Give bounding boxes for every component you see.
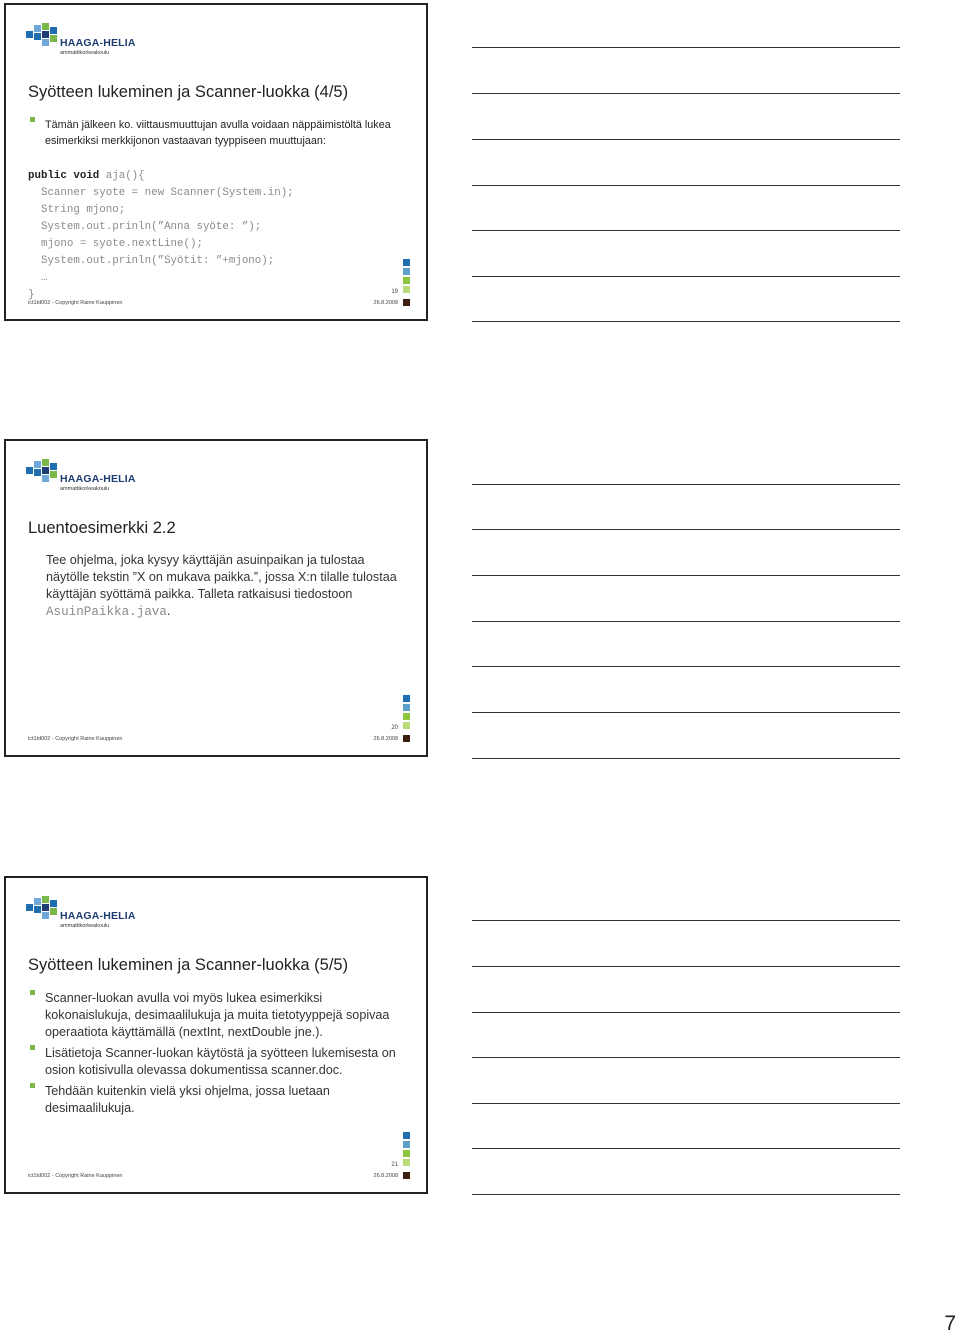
bullet-item (28, 1083, 402, 1117)
note-line (472, 666, 900, 667)
square-icon (403, 1150, 410, 1157)
note-line (472, 621, 900, 622)
note-line (472, 529, 900, 530)
square-icon (403, 713, 410, 720)
square-icon (403, 1132, 410, 1139)
square-icon (403, 1141, 410, 1148)
logo-subtitle: ammattikorkeakoulu (60, 486, 110, 492)
note-line (472, 1148, 900, 1149)
code-block (28, 151, 402, 304)
logo-subtitle: ammattikorkeakoulu (60, 923, 110, 929)
square-icon (403, 695, 410, 702)
footer-date: 26.8.2008 (373, 736, 398, 742)
bullet-item (28, 990, 402, 1041)
slide-title: Syötteen lukeminen ja Scanner-luokka (5/5) (28, 956, 349, 974)
code-keyword: public void (28, 170, 100, 182)
bullet-text: Tämän jälkeen ko. viittausmuuttujan avulla voidaan näppäimistöltä lukea esimerkiksi merkkijonon vastaavan tyyppiseen muuttujaan: (45, 119, 391, 147)
slide-20 (4, 439, 428, 757)
note-line (472, 276, 900, 277)
square-icon (403, 299, 410, 306)
bullet-item (28, 117, 402, 149)
code-line-7: … (28, 272, 48, 284)
slide-19 (4, 3, 428, 321)
note-line (472, 139, 900, 140)
square-icon (403, 1159, 410, 1166)
square-icon (403, 286, 410, 293)
logo-name: HAAGA-HELIA (60, 37, 136, 49)
logo (26, 459, 136, 495)
body-text: Tee ohjelma, joka kysyy käyttäjän asuinpaikan ja tulostaa näytölle tekstin ”X on mukava paikka.”, jossa X:n tilalle tulostaa käyttäjän syöttämä paikka. Talleta ratkaisusi tiedostoon (46, 553, 397, 601)
color-squares (403, 259, 410, 309)
logo (26, 896, 136, 932)
color-squares (403, 695, 410, 745)
slide-body (28, 990, 402, 1117)
code-line-8: } (28, 289, 35, 301)
logo-name: HAAGA-HELIA (60, 473, 136, 485)
slide-title: Syötteen lukeminen ja Scanner-luokka (4/5) (28, 83, 349, 101)
code-line-6: System.out.prinln(”Syötit: ”+mjono); (28, 255, 275, 267)
code-text: aja(){ (99, 170, 145, 182)
square-icon (403, 735, 410, 742)
slide-number: 21 (391, 1162, 398, 1168)
bullet-item (28, 1045, 402, 1079)
footer-copyright: ict1td002 - Copyright Raine Kauppinen (28, 300, 123, 306)
haaga-helia-logo-mark-icon (26, 459, 62, 485)
note-line (472, 575, 900, 576)
note-line (472, 712, 900, 713)
bullet-text: Lisätietoja Scanner-luokan käytöstä ja syötteen lukemisesta on osion kotisivulla olevassa dokumentissa scanner.doc. (45, 1046, 396, 1077)
code-line-2: Scanner syote = new Scanner(System.in); (28, 187, 294, 199)
logo (26, 23, 136, 59)
note-line (472, 1103, 900, 1104)
note-line (472, 230, 900, 231)
bullet-text: Scanner-luokan avulla voi myös lukea esimerkiksi kokonaislukuja, desimaalilukuja ja muita tietotyyppejä sopivaa operaatiota käyttämällä (nextInt, nextDouble jne.). (45, 991, 390, 1039)
footer-date: 26.8.2008 (373, 1173, 398, 1179)
slide-number: 20 (391, 725, 398, 731)
note-line (472, 93, 900, 94)
color-squares (403, 1132, 410, 1182)
page-number: 7 (944, 1312, 956, 1335)
note-line (472, 1057, 900, 1058)
body-code: AsuinPaikka.java (46, 605, 167, 619)
note-line (472, 920, 900, 921)
slide-21 (4, 876, 428, 1194)
slide-body (46, 552, 402, 621)
note-line (472, 1012, 900, 1013)
code-line-4: System.out.prinln(”Anna syöte: ”); (28, 221, 262, 233)
code-line-5: mjono = syote.nextLine(); (28, 238, 203, 250)
slide-number: 19 (391, 289, 398, 295)
note-line (472, 484, 900, 485)
footer-copyright: ict1td002 - Copyright Raine Kauppinen (28, 1173, 123, 1179)
footer-date: 26.8.2008 (373, 300, 398, 306)
note-line (472, 966, 900, 967)
haaga-helia-logo-mark-icon (26, 23, 62, 49)
slide-title: Luentoesimerkki 2.2 (28, 519, 176, 537)
note-line (472, 185, 900, 186)
logo-subtitle: ammattikorkeakoulu (60, 50, 110, 56)
square-icon (403, 259, 410, 266)
slide-body (28, 117, 402, 304)
note-line (472, 47, 900, 48)
square-icon (403, 704, 410, 711)
note-line (472, 321, 900, 322)
haaga-helia-logo-mark-icon (26, 896, 62, 922)
square-icon (403, 277, 410, 284)
square-icon (403, 1172, 410, 1179)
code-line-1 (28, 168, 402, 185)
square-icon (403, 722, 410, 729)
bullet-text: Tehdään kuitenkin vielä yksi ohjelma, jossa luetaan desimaalilukuja. (45, 1084, 330, 1115)
footer-copyright: ict1td002 - Copyright Raine Kauppinen (28, 736, 123, 742)
logo-name: HAAGA-HELIA (60, 910, 136, 922)
body-text-end: . (166, 604, 171, 618)
code-line-3: String mjono; (28, 204, 126, 216)
square-icon (403, 268, 410, 275)
note-line (472, 758, 900, 759)
note-line (472, 1194, 900, 1195)
